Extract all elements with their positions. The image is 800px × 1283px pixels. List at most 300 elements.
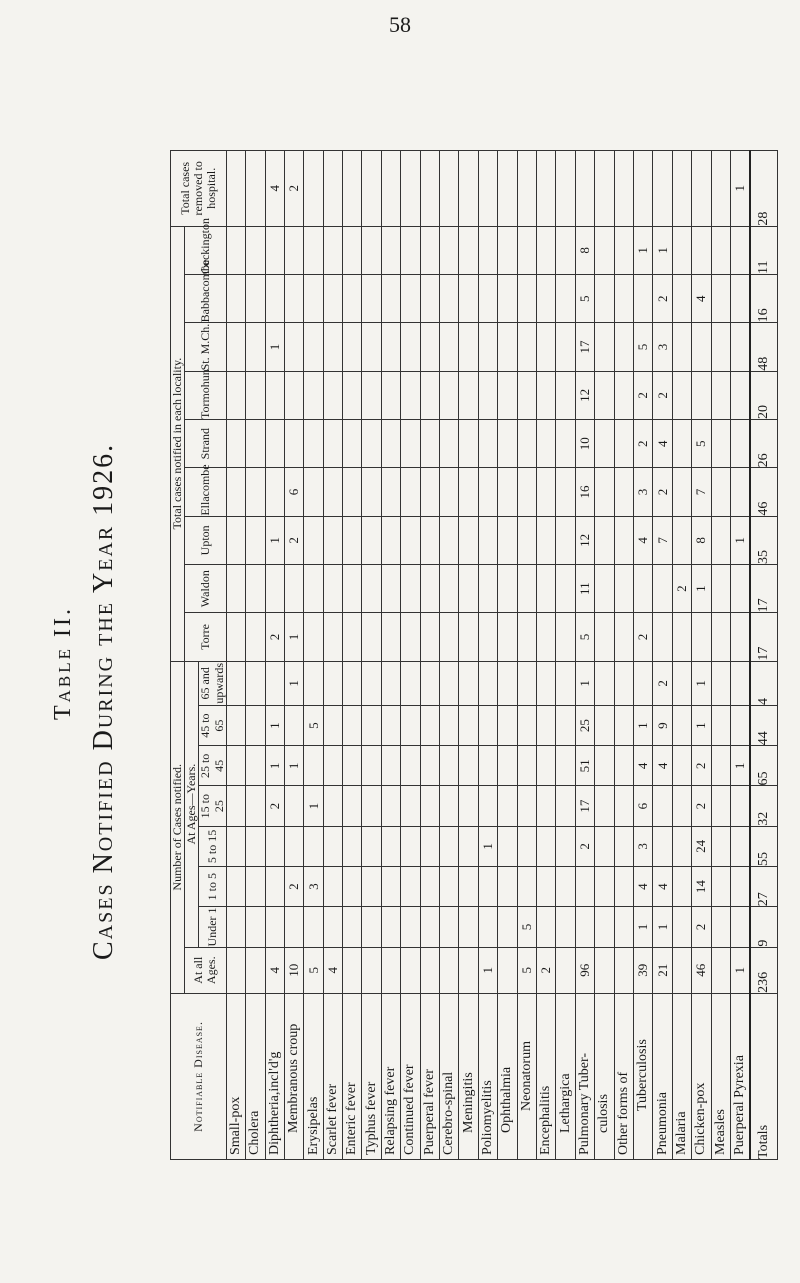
- cell-cock: [284, 226, 303, 274]
- table-row: [556, 151, 575, 1160]
- cell-cock: [226, 226, 245, 274]
- cell-a15_25: 2: [692, 786, 711, 826]
- disease-name: Tuberculosis: [633, 993, 652, 1159]
- cell-a5_15: [711, 826, 730, 866]
- cell-a65: 1: [575, 661, 594, 705]
- cell-stm: [284, 323, 303, 371]
- cell-cock: [517, 226, 536, 274]
- notified-cases-table: [170, 150, 778, 1160]
- table-row: [653, 151, 672, 1160]
- cell-a25_45: [246, 746, 265, 786]
- disease-name: Malaria: [672, 993, 691, 1159]
- total-65-up: 4: [750, 661, 778, 705]
- cell-ellacombe: [711, 468, 730, 516]
- cell-a15_25: [381, 786, 400, 826]
- col-45-65: 45 to 65: [199, 705, 226, 745]
- cell-a65: [304, 661, 323, 705]
- cell-strand: [265, 420, 284, 468]
- cell-stm: [614, 323, 633, 371]
- cell-waldon: [440, 565, 459, 613]
- cell-waldon: [401, 565, 420, 613]
- cell-a45_65: [420, 705, 439, 745]
- cell-upton: [226, 516, 245, 564]
- cell-babb: [420, 275, 439, 323]
- cell-babb: [284, 275, 303, 323]
- table-row: [711, 151, 730, 1160]
- cell-ellacombe: [556, 468, 575, 516]
- cell-all: [226, 947, 245, 993]
- cell-u1: [246, 907, 265, 947]
- cell-cock: [595, 226, 614, 274]
- cell-stm: [556, 323, 575, 371]
- cell-cock: [343, 226, 362, 274]
- cell-a5_15: [381, 826, 400, 866]
- cell-a15_25: [595, 786, 614, 826]
- cell-cock: [692, 226, 711, 274]
- cell-a25_45: [323, 746, 342, 786]
- disease-name: Chicken-pox: [692, 993, 711, 1159]
- cell-waldon: [381, 565, 400, 613]
- cell-hosp: [575, 151, 594, 227]
- cell-u1: [284, 907, 303, 947]
- table-row: [440, 151, 459, 1160]
- cell-a25_45: [440, 746, 459, 786]
- cell-u1: [556, 907, 575, 947]
- locality-group-header: Total cases notified in each locality.: [171, 226, 185, 661]
- cell-a1_5: [246, 867, 265, 907]
- cell-a5_15: [498, 826, 517, 866]
- cell-strand: [381, 420, 400, 468]
- cell-u1: [711, 907, 730, 947]
- table-title: Cases Notified During the Year 1926.: [88, 442, 119, 960]
- cell-hosp: [362, 151, 381, 227]
- cell-tormohun: [595, 371, 614, 419]
- col-upton: Upton: [185, 516, 227, 564]
- cell-all: 2: [537, 947, 556, 993]
- cell-a15_25: [614, 786, 633, 826]
- cell-a1_5: [420, 867, 439, 907]
- cell-hosp: [246, 151, 265, 227]
- cell-a65: [498, 661, 517, 705]
- cell-a15_25: [653, 786, 672, 826]
- cell-upton: [304, 516, 323, 564]
- cell-torre: [246, 613, 265, 661]
- cell-u1: [323, 907, 342, 947]
- table-row: [362, 151, 381, 1160]
- cell-cock: 1: [653, 226, 672, 274]
- cell-a45_65: [517, 705, 536, 745]
- cell-a65: [730, 661, 750, 705]
- cell-a15_25: [459, 786, 478, 826]
- cell-torre: [595, 613, 614, 661]
- cell-a1_5: [517, 867, 536, 907]
- cell-stm: [401, 323, 420, 371]
- cell-a5_15: [420, 826, 439, 866]
- cell-waldon: 2: [672, 565, 691, 613]
- cell-torre: [381, 613, 400, 661]
- cell-babb: [556, 275, 575, 323]
- cell-cock: 1: [633, 226, 652, 274]
- cell-a5_15: [537, 826, 556, 866]
- cell-babb: [440, 275, 459, 323]
- cell-all: [401, 947, 420, 993]
- total-45-65: 44: [750, 705, 778, 745]
- cell-torre: [672, 613, 691, 661]
- cell-a5_15: [459, 826, 478, 866]
- cell-tormohun: [265, 371, 284, 419]
- cell-a45_65: [323, 705, 342, 745]
- table-row: [265, 151, 284, 1160]
- cell-all: [711, 947, 730, 993]
- cell-waldon: 1: [692, 565, 711, 613]
- cell-hosp: [459, 151, 478, 227]
- cell-strand: [614, 420, 633, 468]
- cell-a15_25: [420, 786, 439, 826]
- cell-torre: [343, 613, 362, 661]
- cell-ellacombe: [672, 468, 691, 516]
- cell-ellacombe: [381, 468, 400, 516]
- cell-upton: [537, 516, 556, 564]
- cell-a1_5: [575, 867, 594, 907]
- cell-cock: [401, 226, 420, 274]
- cell-u1: 1: [653, 907, 672, 947]
- cell-a25_45: [343, 746, 362, 786]
- cell-stm: [420, 323, 439, 371]
- cell-ellacombe: 7: [692, 468, 711, 516]
- cell-a15_25: 1: [304, 786, 323, 826]
- cell-waldon: [246, 565, 265, 613]
- cell-u1: 1: [633, 907, 652, 947]
- total-st-marychurch: 48: [750, 323, 778, 371]
- cell-hosp: [420, 151, 439, 227]
- cell-stm: [595, 323, 614, 371]
- cell-stm: [343, 323, 362, 371]
- cell-babb: [711, 275, 730, 323]
- cell-a5_15: [595, 826, 614, 866]
- cell-stm: [440, 323, 459, 371]
- cell-waldon: [614, 565, 633, 613]
- cell-u1: [478, 907, 497, 947]
- col-15-25: 15 to 25: [199, 786, 226, 826]
- cell-hosp: 1: [730, 151, 750, 227]
- cell-hosp: [556, 151, 575, 227]
- cell-hosp: [498, 151, 517, 227]
- cell-waldon: [653, 565, 672, 613]
- cell-strand: [478, 420, 497, 468]
- col-5-15: 5 to 15: [199, 826, 226, 866]
- cell-torre: [711, 613, 730, 661]
- cell-strand: [595, 420, 614, 468]
- cell-upton: [381, 516, 400, 564]
- table-row: [420, 151, 439, 1160]
- cell-a1_5: [265, 867, 284, 907]
- col-torre: Torre: [185, 613, 227, 661]
- cell-all: 21: [653, 947, 672, 993]
- total-babbacombe: 16: [750, 275, 778, 323]
- cell-upton: [401, 516, 420, 564]
- cell-tormohun: [362, 371, 381, 419]
- cell-a45_65: [459, 705, 478, 745]
- cell-cock: [537, 226, 556, 274]
- cell-a1_5: 3: [304, 867, 323, 907]
- cell-strand: 10: [575, 420, 594, 468]
- cell-a1_5: [323, 867, 342, 907]
- cell-a65: [459, 661, 478, 705]
- cell-torre: 1: [284, 613, 303, 661]
- cell-babb: 4: [692, 275, 711, 323]
- cell-a5_15: [614, 826, 633, 866]
- cell-u1: [304, 907, 323, 947]
- cell-u1: [595, 907, 614, 947]
- cell-tormohun: [537, 371, 556, 419]
- cell-a45_65: [498, 705, 517, 745]
- total-u1: 9: [750, 907, 778, 947]
- table-row: [401, 151, 420, 1160]
- cell-a45_65: [246, 705, 265, 745]
- cell-hosp: [633, 151, 652, 227]
- cell-a65: [633, 661, 652, 705]
- disease-name: Typhus fever: [362, 993, 381, 1159]
- disease-name: Encephalitis: [537, 993, 556, 1159]
- disease-name: Puerperal Pyrexia: [730, 993, 750, 1159]
- cell-cock: [556, 226, 575, 274]
- table-label: Table II.: [50, 605, 76, 720]
- cell-a25_45: [711, 746, 730, 786]
- cell-tormohun: [614, 371, 633, 419]
- cell-ellacombe: [343, 468, 362, 516]
- rotated-table-wrapper: [170, 150, 778, 1160]
- cell-ellacombe: [614, 468, 633, 516]
- cell-a45_65: 1: [692, 705, 711, 745]
- cell-torre: [440, 613, 459, 661]
- cell-strand: [246, 420, 265, 468]
- cell-a45_65: [614, 705, 633, 745]
- col-tormohun: Tormohun: [185, 371, 227, 419]
- cell-a15_25: [284, 786, 303, 826]
- disease-name: Scarlet fever: [323, 993, 342, 1159]
- cell-a15_25: [226, 786, 245, 826]
- table-row: [730, 151, 750, 1160]
- cell-hosp: [440, 151, 459, 227]
- total-ellacombe: 46: [750, 468, 778, 516]
- cell-strand: 4: [653, 420, 672, 468]
- cell-torre: [653, 613, 672, 661]
- cell-tormohun: [692, 371, 711, 419]
- cell-cock: [672, 226, 691, 274]
- cell-hosp: [304, 151, 323, 227]
- cell-a25_45: [401, 746, 420, 786]
- cell-u1: [440, 907, 459, 947]
- cell-strand: [730, 420, 750, 468]
- cell-waldon: [323, 565, 342, 613]
- cell-hosp: [478, 151, 497, 227]
- table-caption: [20, 80, 170, 980]
- cell-stm: [478, 323, 497, 371]
- cell-a65: [401, 661, 420, 705]
- cell-torre: [730, 613, 750, 661]
- cell-waldon: [517, 565, 536, 613]
- cell-waldon: [420, 565, 439, 613]
- cell-u1: [672, 907, 691, 947]
- cell-all: 4: [323, 947, 342, 993]
- cell-strand: [420, 420, 439, 468]
- cell-a45_65: 25: [575, 705, 594, 745]
- cell-babb: [633, 275, 652, 323]
- cell-waldon: [498, 565, 517, 613]
- cell-a1_5: [459, 867, 478, 907]
- cell-tormohun: [323, 371, 342, 419]
- table-row: [595, 151, 614, 1160]
- cell-a15_25: [362, 786, 381, 826]
- cell-a25_45: [498, 746, 517, 786]
- cell-waldon: [304, 565, 323, 613]
- cell-torre: [498, 613, 517, 661]
- cell-upton: [343, 516, 362, 564]
- cell-ellacombe: [459, 468, 478, 516]
- cell-a65: [323, 661, 342, 705]
- cell-u1: [498, 907, 517, 947]
- cell-a15_25: [440, 786, 459, 826]
- cell-a25_45: 1: [265, 746, 284, 786]
- cell-a25_45: 1: [730, 746, 750, 786]
- total-all: 236: [750, 947, 778, 993]
- cell-all: 1: [730, 947, 750, 993]
- cell-a65: [265, 661, 284, 705]
- cell-a5_15: [440, 826, 459, 866]
- cell-a65: 1: [692, 661, 711, 705]
- cell-ellacombe: [478, 468, 497, 516]
- cell-tormohun: [478, 371, 497, 419]
- cell-upton: [672, 516, 691, 564]
- hospital-header: Total cases removed to hospital.: [171, 151, 227, 227]
- cell-upton: [556, 516, 575, 564]
- cell-upton: 8: [692, 516, 711, 564]
- cell-a5_15: [246, 826, 265, 866]
- cell-u1: [362, 907, 381, 947]
- cell-all: [381, 947, 400, 993]
- cell-a25_45: [517, 746, 536, 786]
- total-25-45: 65: [750, 746, 778, 786]
- cell-strand: [440, 420, 459, 468]
- cell-u1: [614, 907, 633, 947]
- cell-babb: [672, 275, 691, 323]
- cell-a65: [595, 661, 614, 705]
- table-row: [537, 151, 556, 1160]
- cell-a65: [246, 661, 265, 705]
- cell-babb: [498, 275, 517, 323]
- cell-a5_15: [304, 826, 323, 866]
- cell-all: 96: [575, 947, 594, 993]
- cell-waldon: [284, 565, 303, 613]
- col-1-5: 1 to 5: [199, 867, 226, 907]
- cell-a25_45: 51: [575, 746, 594, 786]
- cell-a1_5: [614, 867, 633, 907]
- cell-cock: [381, 226, 400, 274]
- cell-strand: [711, 420, 730, 468]
- cell-a5_15: [265, 826, 284, 866]
- cell-hosp: [672, 151, 691, 227]
- cell-a1_5: [440, 867, 459, 907]
- cell-a5_15: 1: [478, 826, 497, 866]
- table-row: [284, 151, 303, 1160]
- cell-strand: [284, 420, 303, 468]
- cell-babb: [343, 275, 362, 323]
- cell-hosp: [614, 151, 633, 227]
- cell-strand: [556, 420, 575, 468]
- cell-all: [595, 947, 614, 993]
- cell-a25_45: 2: [692, 746, 711, 786]
- col-babbacombe: Babbacombe: [185, 275, 227, 323]
- cell-a45_65: [440, 705, 459, 745]
- cell-waldon: [343, 565, 362, 613]
- cell-cock: [440, 226, 459, 274]
- cell-babb: 5: [575, 275, 594, 323]
- cell-upton: [246, 516, 265, 564]
- cell-a5_15: [284, 826, 303, 866]
- cell-ellacombe: [420, 468, 439, 516]
- cell-a65: [711, 661, 730, 705]
- cell-babb: [304, 275, 323, 323]
- disease-name: Meningitis: [459, 993, 478, 1159]
- cell-a25_45: [226, 746, 245, 786]
- table-row: [633, 151, 652, 1160]
- cell-ellacombe: [401, 468, 420, 516]
- cell-upton: [478, 516, 497, 564]
- cell-stm: [226, 323, 245, 371]
- totals-label: Totals: [750, 993, 778, 1159]
- cell-tormohun: 2: [653, 371, 672, 419]
- cell-waldon: [595, 565, 614, 613]
- cell-a45_65: 9: [653, 705, 672, 745]
- table-row: [517, 151, 536, 1160]
- table-row: [246, 151, 265, 1160]
- cell-babb: [381, 275, 400, 323]
- cell-tormohun: [284, 371, 303, 419]
- cell-torre: [459, 613, 478, 661]
- cell-ellacombe: [246, 468, 265, 516]
- cell-a25_45: [672, 746, 691, 786]
- cell-all: 5: [304, 947, 323, 993]
- cell-stm: 5: [633, 323, 652, 371]
- cell-strand: [343, 420, 362, 468]
- cell-ellacombe: [226, 468, 245, 516]
- disease-name: Cholera: [246, 993, 265, 1159]
- cell-a25_45: [556, 746, 575, 786]
- cell-a25_45: [459, 746, 478, 786]
- cell-a15_25: [498, 786, 517, 826]
- cell-torre: [556, 613, 575, 661]
- cell-a15_25: 6: [633, 786, 652, 826]
- cell-torre: [226, 613, 245, 661]
- cell-torre: [614, 613, 633, 661]
- cell-babb: [459, 275, 478, 323]
- cell-strand: [304, 420, 323, 468]
- disease-name: Neonatorum: [517, 993, 536, 1159]
- cell-a65: [517, 661, 536, 705]
- cell-a45_65: [730, 705, 750, 745]
- cell-cock: [304, 226, 323, 274]
- cell-stm: 17: [575, 323, 594, 371]
- cell-stm: [672, 323, 691, 371]
- cell-all: [672, 947, 691, 993]
- cell-upton: [595, 516, 614, 564]
- cell-tormohun: [440, 371, 459, 419]
- col-cockington: Cockington: [185, 226, 227, 274]
- ages-group-header: At Ages—Years.: [185, 661, 199, 947]
- cell-a5_15: [323, 826, 342, 866]
- cell-all: [498, 947, 517, 993]
- cell-a1_5: 2: [284, 867, 303, 907]
